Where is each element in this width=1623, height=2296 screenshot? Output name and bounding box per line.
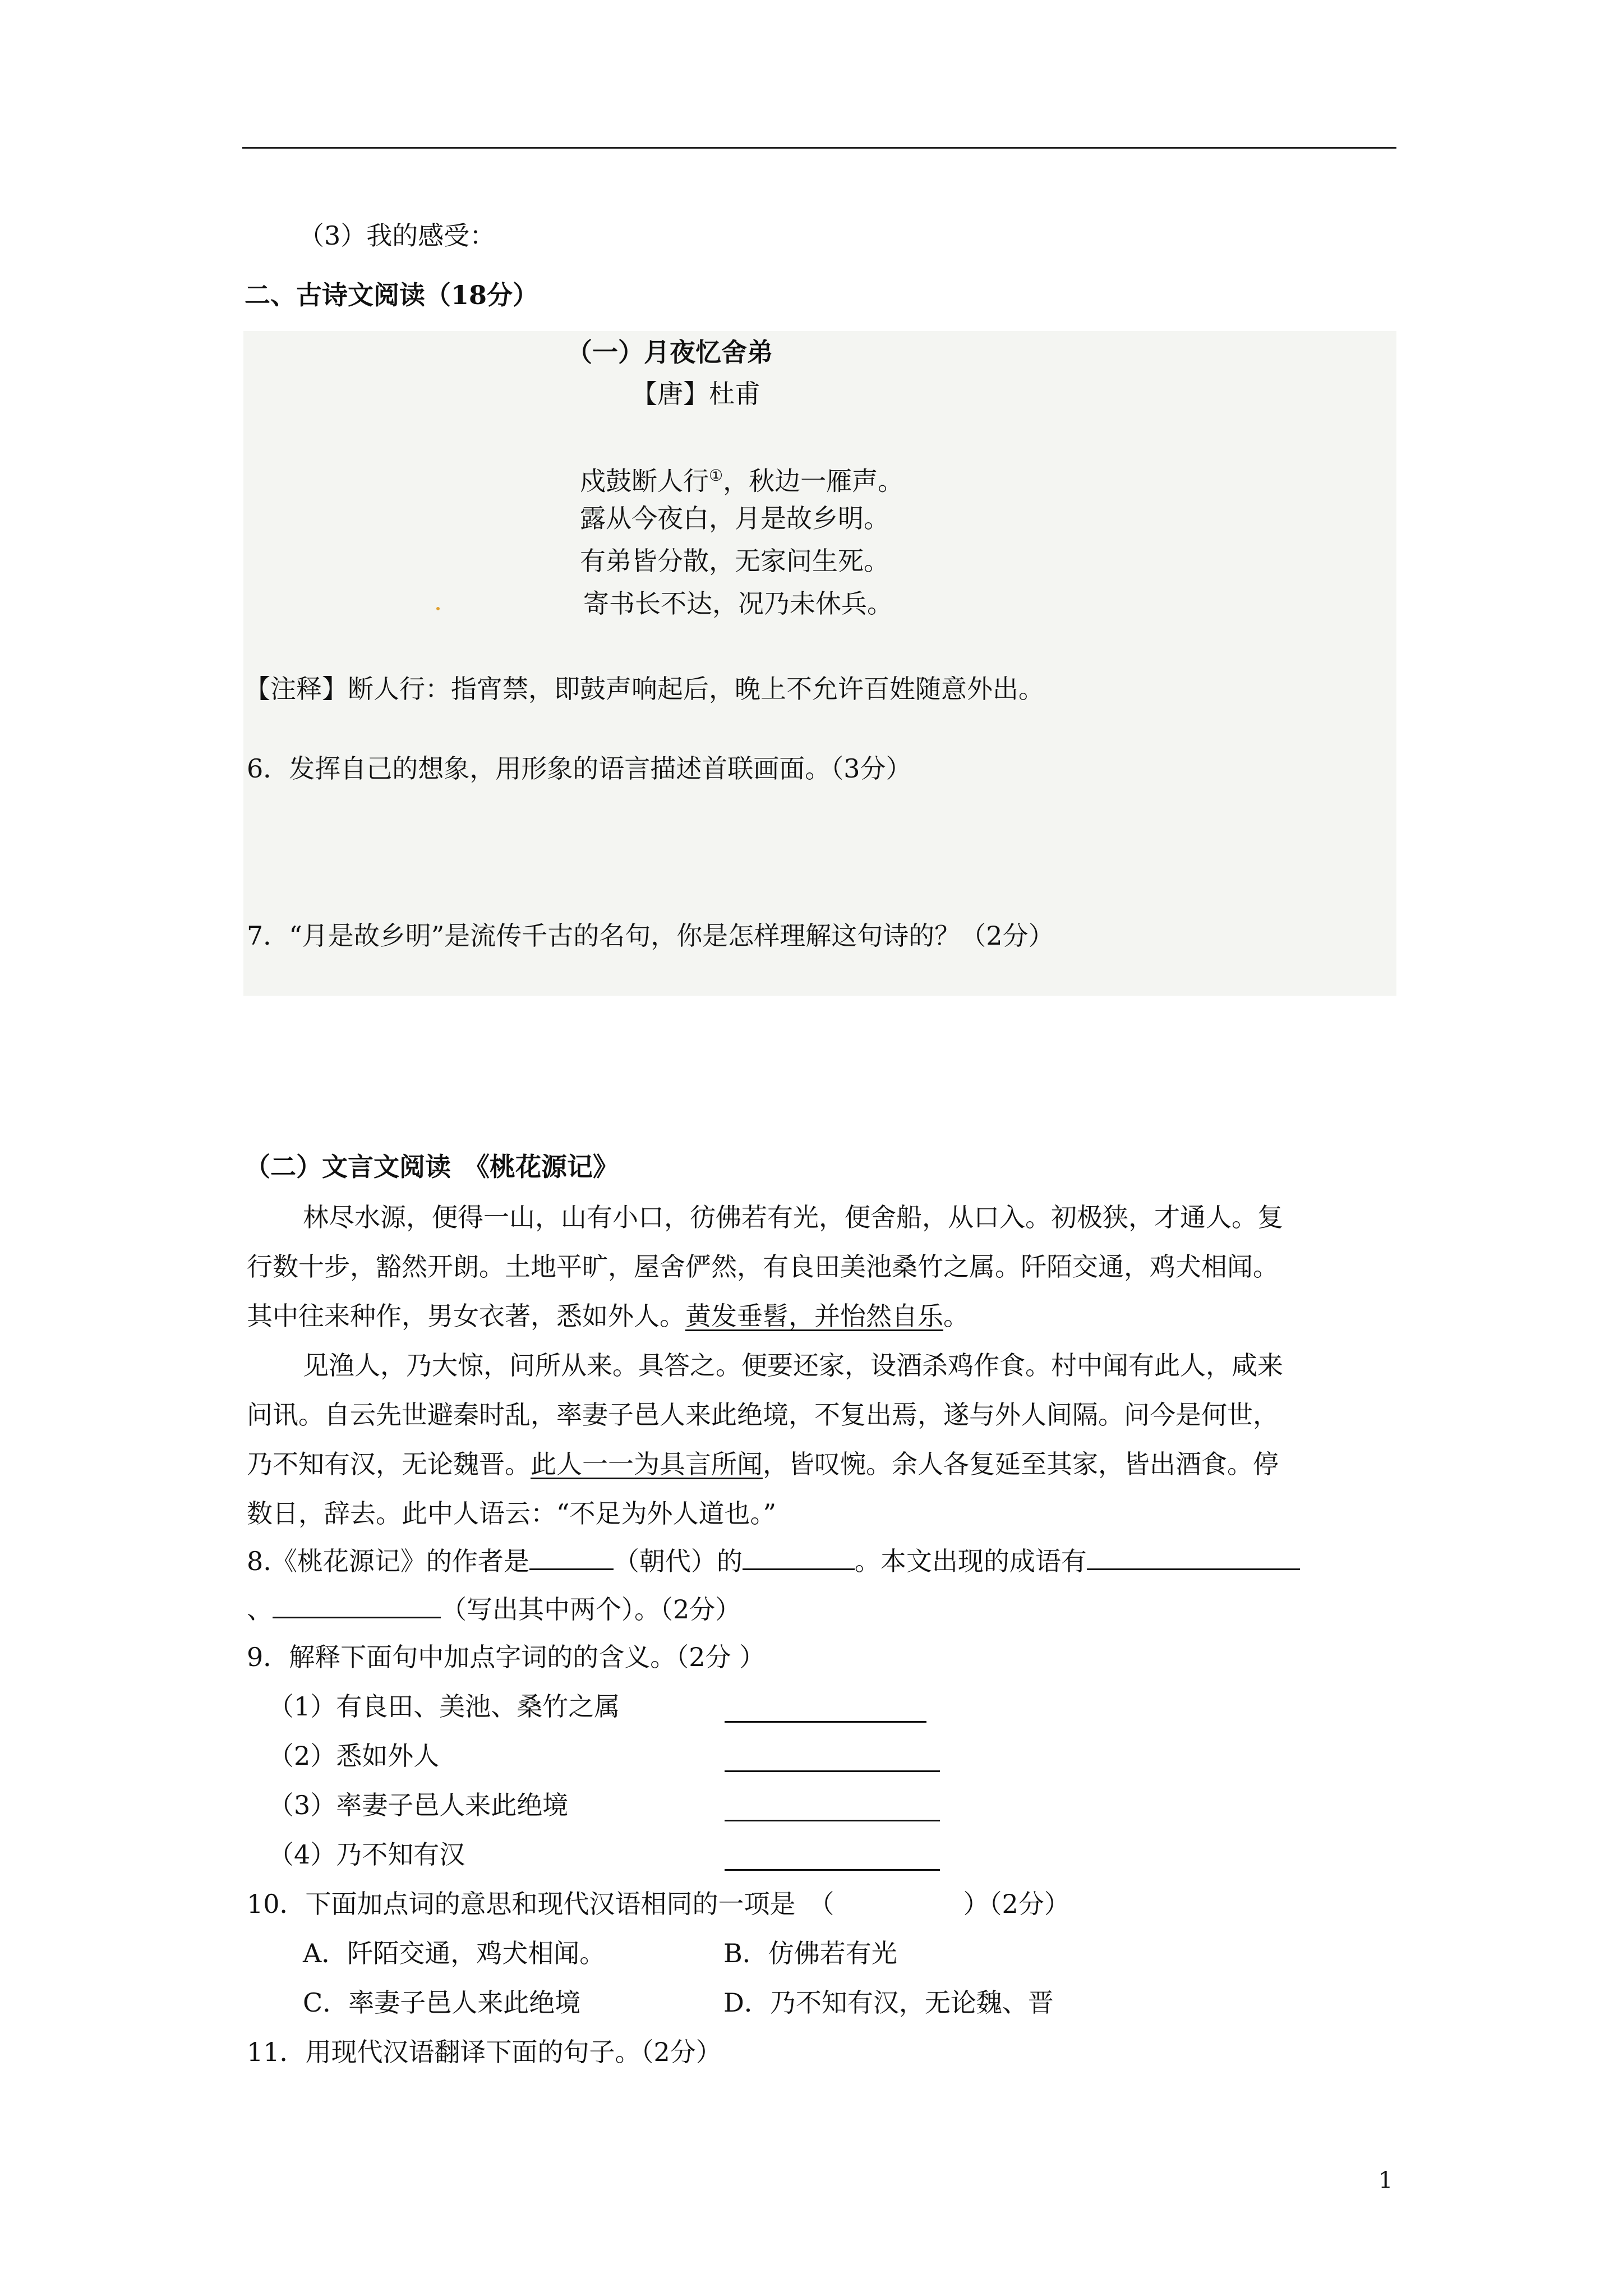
q9-answer-line-4[interactable] bbox=[725, 1869, 940, 1871]
poem-line-4: 寄书长不达，况乃未休兵。 bbox=[583, 588, 893, 619]
passage-p1-line1: 林尽水源，便得一山，山有小口，彷佛若有光，便舍船，从口入。初极狭，才通人。复 bbox=[303, 1202, 1283, 1232]
question-10-option-d[interactable]: D．乃不知有汉，无论魏、晋 bbox=[723, 1987, 1054, 2018]
question-10-option-b[interactable]: B．仿佛若有光 bbox=[723, 1938, 897, 1968]
section2-title: 二、古诗文阅读（18分） bbox=[245, 280, 539, 310]
poem-title: （一）月夜忆舍弟 bbox=[566, 337, 773, 367]
question-9-item-2: （2）悉如外人 bbox=[268, 1741, 440, 1771]
annotation: 【注释】断人行：指宵禁，即鼓声响起后，晚上不允许百姓随意外出。 bbox=[245, 674, 1044, 704]
poem-line-2: 露从今夜白，月是故乡明。 bbox=[580, 503, 889, 533]
question-10-option-c[interactable]: C．率妻子邑人来此绝境 bbox=[303, 1987, 581, 2018]
poem-line-1: 戍鼓断人行①，秋边一雁声。 bbox=[580, 466, 904, 496]
poem-line-3: 有弟皆分散，无家问生死。 bbox=[580, 546, 889, 576]
passage-p2-line2: 问讯。自云先世避秦时乱，率妻子邑人来此绝境，不复出焉，遂与外人间隔。问今是何世， bbox=[247, 1400, 1279, 1430]
underlined-sentence-2: 此人一一为具言所闻 bbox=[531, 1449, 763, 1479]
question-11: 11．用现代汉语翻译下面的句子。（2分） bbox=[247, 2037, 722, 2067]
passage-p2-line3: 乃不知有汉，无论魏晋。此人一一为具言所闻，皆叹惋。余人各复延至其家，皆出酒食。停 bbox=[247, 1449, 1279, 1479]
question-8-line1: 8.《桃花源记》的作者是 （朝代）的 。本文出现的成语有 bbox=[247, 1544, 1300, 1578]
question-9-item-3: （3）率妻子邑人来此绝境 bbox=[268, 1790, 569, 1820]
q9-answer-line-3[interactable] bbox=[725, 1820, 940, 1821]
q3-feeling: （3）我的感受： bbox=[298, 220, 496, 251]
question-7: 7．“月是故乡明”是流传千古的名句，你是怎样理解这句诗的？（2分） bbox=[247, 921, 1054, 951]
header-rule bbox=[242, 147, 1396, 149]
poem-panel bbox=[243, 331, 1396, 996]
dynasty-blank[interactable] bbox=[529, 1544, 614, 1570]
poem-author: 【唐】杜甫 bbox=[631, 379, 760, 409]
question-10-stem: 10．下面加点词的意思和现代汉语相同的一项是 （ ）（2分） bbox=[247, 1889, 1070, 1919]
stray-mark bbox=[436, 607, 440, 610]
passage-p1-line3: 其中往来种作，男女衣著，悉如外人。黄发垂髫，并怡然自乐。 bbox=[247, 1301, 969, 1331]
question-8-line2: 、 （写出其中两个）。（2分） bbox=[247, 1592, 741, 1626]
question-10-option-a[interactable]: A．阡陌交通，鸡犬相闻。 bbox=[303, 1938, 606, 1968]
question-9-item-1: （1）有良田、美池、桑竹之属 bbox=[268, 1691, 620, 1722]
q9-answer-line-2[interactable] bbox=[725, 1770, 940, 1772]
passage-p2-line1: 见渔人，乃大惊，问所从来。具答之。便要还家，设酒杀鸡作食。村中闻有此人，咸来 bbox=[303, 1350, 1283, 1381]
question-9-item-4: （4）乃不知有汉 bbox=[268, 1839, 465, 1870]
author-blank[interactable] bbox=[743, 1544, 855, 1570]
classical-title: （二）文言文阅读 《桃花源记》 bbox=[245, 1152, 619, 1182]
passage-p1-line2: 行数十步，豁然开朗。土地平旷，屋舍俨然，有良田美池桑竹之属。阡陌交通，鸡犬相闻。 bbox=[247, 1251, 1279, 1282]
page-number: 1 bbox=[1378, 2168, 1393, 2193]
underlined-sentence-1: 黄发垂髫，并怡然自乐 bbox=[685, 1301, 943, 1331]
footnote-marker: ① bbox=[709, 466, 723, 485]
question-9-stem: 9．解释下面句中加点字词的的含义。（2分 ） bbox=[247, 1642, 766, 1672]
question-6: 6．发挥自己的想象，用形象的语言描述首联画面。（3分） bbox=[247, 753, 912, 784]
passage-p2-line4: 数日，辞去。此中人语云：“不足为外人道也。” bbox=[247, 1498, 777, 1529]
q9-answer-line-1[interactable] bbox=[725, 1721, 926, 1723]
idiom-blank-1[interactable] bbox=[1087, 1544, 1300, 1570]
idiom-blank-2[interactable] bbox=[273, 1592, 441, 1618]
